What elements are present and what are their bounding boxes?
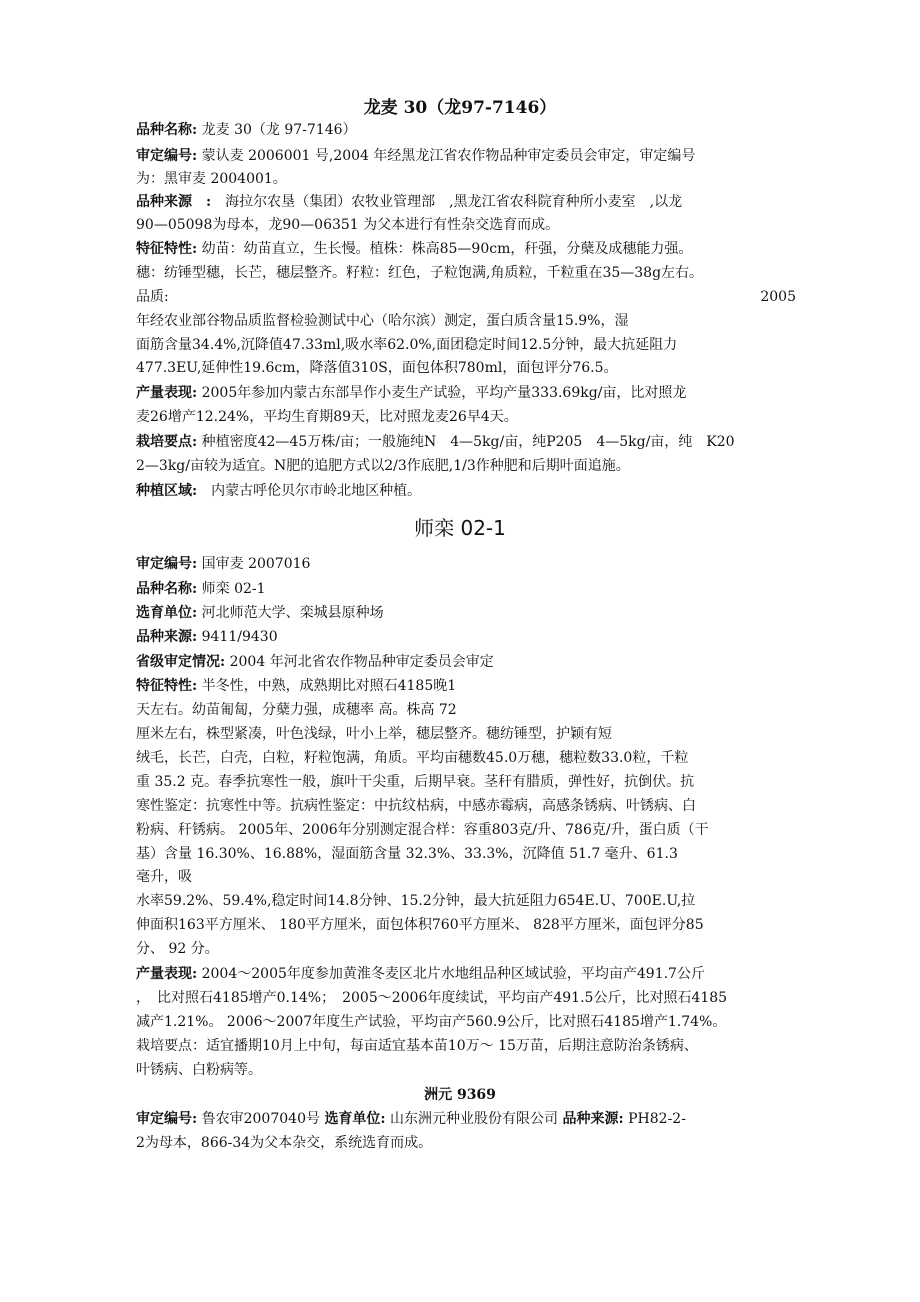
s1-cult-line2: 2—3kg/亩较为适宜。N肥的追肥方式以2/3作底肥,1/3作种肥和后期叶面追施。: [136, 458, 630, 474]
s1-area-value: 内蒙古呼伦贝尔市岭北地区种植。: [197, 483, 422, 499]
s1-code-line: [136, 145, 796, 167]
s1-code-line1: 蒙认麦 2006001 号,2004 年经黑龙江省农作物品种审定委员会审定，审定编号: [197, 148, 696, 164]
s2-code-line: [136, 553, 796, 575]
s1-feat-label: 特征特性:: [136, 241, 198, 257]
s1-qual-line3: 面筋含量34.4%,沉降值47.33ml,吸水率62.0%,面团稳定时间12.5分钟，最大抗延阻力: [136, 337, 678, 353]
s1-feat-line: [136, 238, 796, 260]
s1-yield-line2: 麦26增产12.24%，平均生育期89天，比对照龙麦26早4天。: [136, 409, 518, 425]
s2-body-line: 分、 92 分。: [136, 941, 219, 957]
s1-code-label: 审定编号:: [136, 148, 198, 164]
s2-body-line: 粉病、秆锈病。 2005年、2006年分别测定混合样：容重803克/升、786克/升，蛋白质（干: [136, 822, 709, 838]
s2-yield-line3: 减产1.21%。 2006～2007年度生产试验，平均亩产560.9公斤，比对照石4185增产1.74%。: [136, 1014, 727, 1030]
s2-body-line: 基）含量 16.30%、16.88%，湿面筋含量 32.3%、33.3%，沉降值 51.7 毫升、61.3: [136, 846, 678, 862]
s2-cult-line1: 栽培要点：适宜播期10月上中旬，每亩适宜基本苗10万～ 15万苗，后期注意防治条锈病、: [136, 1038, 698, 1054]
s2-name-line: [136, 578, 796, 600]
s2-code-label: 审定编号:: [136, 556, 198, 572]
s2-body-line: 重 35.2 克。春季抗寒性一般，旗叶干尖重，后期早衰。茎秆有腊质，弹性好，抗倒伏。抗: [136, 774, 695, 790]
section2-title: 师栾 02-1: [414, 516, 506, 540]
s1-name-label: 品种名称:: [136, 122, 198, 138]
s1-src-line2: 90—05098为母本，龙90—06351 为父本进行有性杂交选育而成。: [136, 217, 560, 233]
s1-qual-right: 2005: [760, 289, 796, 305]
s3-unit-label: 选育单位:: [324, 1111, 386, 1127]
s2-unit-label: 选育单位:: [136, 605, 198, 621]
s1-code-line2: 为：黑审麦 2004001。: [136, 171, 287, 187]
s1-src-label: 品种来源 :: [136, 194, 212, 210]
s1-feat-line1: 幼苗：幼苗直立，生长慢。植株：株高85—90cm，秆强，分蘖及成穗能力强。: [197, 241, 693, 257]
s1-yield-line: [136, 382, 796, 404]
s1-yield-label: 产量表现:: [136, 385, 198, 401]
s3-line2: 2为母本，866-34为父本杂交，系统选育而成。: [136, 1135, 433, 1151]
s1-src-line: [136, 191, 796, 213]
s1-qual-line: [136, 286, 796, 308]
s2-name-value: 师栾 02-1: [197, 581, 266, 597]
s3-code-value: 鲁农审2007040号: [197, 1111, 325, 1127]
s2-yield-line2: ， 比对照石4185增产0.14%； 2005～2006年度续试，平均亩产491.5公斤，比对照石4185: [136, 990, 728, 1006]
s2-src-value: 9411/9430: [197, 629, 278, 645]
s2-src-label: 品种来源:: [136, 629, 198, 645]
section3-title: 洲元 9369: [424, 1087, 496, 1103]
s3-code-label: 审定编号:: [136, 1111, 198, 1127]
s1-src-line1: 海拉尔农垦（集团）农牧业管理部 ,黑龙江省农科院育种所小麦室 ,以龙: [211, 194, 683, 210]
s2-cult-line2: 叶锈病、白粉病等。: [136, 1062, 262, 1078]
s2-yield-line1: 2004～2005年度参加黄淮冬麦区北片水地组品种区域试验，平均亩产491.7公斤: [197, 966, 705, 982]
s1-qual-line2: 年经农业部谷物品质监督检验测试中心（哈尔滨）测定，蛋白质含量15.9%，湿: [136, 313, 629, 329]
s1-cult-line: [136, 431, 796, 453]
s2-prov-value: 2004 年河北省农作物品种审定委员会审定: [225, 654, 494, 670]
s2-prov-label: 省级审定情况:: [136, 654, 226, 670]
s2-unit-value: 河北师范大学、栾城县原种场: [197, 605, 384, 621]
s1-name-line: [136, 119, 796, 141]
s1-area-line: [136, 480, 796, 502]
s1-cult-label: 栽培要点:: [136, 434, 198, 450]
s1-qual-line4: 477.3EU,延伸性19.6cm，降落值310S，面包体积780ml，面包评分76.5。: [136, 360, 618, 376]
s1-name-value: 龙麦 30（龙 97-7146）: [197, 122, 357, 138]
s2-body-line: 毫升，吸: [136, 869, 192, 885]
s2-code-value: 国审麦 2007016: [197, 556, 311, 572]
s2-prov-line: [136, 651, 796, 673]
s2-body-line: 寒性鉴定：抗寒性中等。抗病性鉴定：中抗纹枯病，中感赤霉病，高感条锈病、叶锈病、白: [136, 798, 696, 814]
s3-src-label: 品种来源:: [562, 1111, 624, 1127]
s3-unit-value: 山东洲元种业股份有限公司: [385, 1111, 563, 1127]
s2-body-line: 伸面积163平方厘米、 180平方厘米，面包体积760平方厘米、 828平方厘米，面包评分85: [136, 917, 704, 933]
s1-qual-left: 品质:: [136, 289, 169, 305]
s2-feat-line: [136, 675, 796, 697]
section1-title: 龙麦 30（龙97-7146）: [363, 98, 557, 118]
s3-src-value: PH82-2-: [623, 1111, 686, 1127]
s3-info-line: [136, 1108, 796, 1130]
s1-feat-line2: 穗：纺锤型穗，长芒，穗层整齐。籽粒：红色，子粒饱满,角质粒，千粒重在35—38g左右。: [136, 265, 704, 281]
s2-src-line: [136, 626, 796, 648]
s2-feat-label: 特征特性:: [136, 678, 198, 694]
s2-unit-line: [136, 602, 796, 624]
s2-body-line: 厘米左右，株型紧凑，叶色浅绿，叶小上举，穗层整齐。穗纺锤型，护颖有短: [136, 726, 612, 742]
s2-body-line: 绒毛，长芒，白壳，白粒，籽粒饱满，角质。平均亩穗数45.0万穗，穗粒数33.0粒，千粒: [136, 750, 689, 766]
s1-yield-line1: 2005年参加内蒙古东部旱作小麦生产试验，平均产量333.69kg/亩，比对照龙: [197, 385, 687, 401]
s1-cult-line1: 种植密度42—45万株/亩；一般施纯N 4—5kg/亩，纯P205 4—5kg/亩，纯 K20: [197, 434, 735, 450]
s2-feat-line1: 半冬性，中熟，成熟期比对照石4185晚1: [197, 678, 457, 694]
s2-body-line: 水率59.2%、59.4%,稳定时间14.8分钟、15.2分钟，最大抗延阻力654E.U、700E.U,拉: [136, 893, 696, 909]
s1-area-label: 种植区域:: [136, 483, 198, 499]
s2-yield-line: [136, 963, 796, 985]
s2-yield-label: 产量表现:: [136, 966, 198, 982]
s2-body-line: 天左右。幼苗匍匐，分蘖力强，成穗率 高。株高 72: [136, 702, 457, 718]
s2-name-label: 品种名称:: [136, 581, 198, 597]
